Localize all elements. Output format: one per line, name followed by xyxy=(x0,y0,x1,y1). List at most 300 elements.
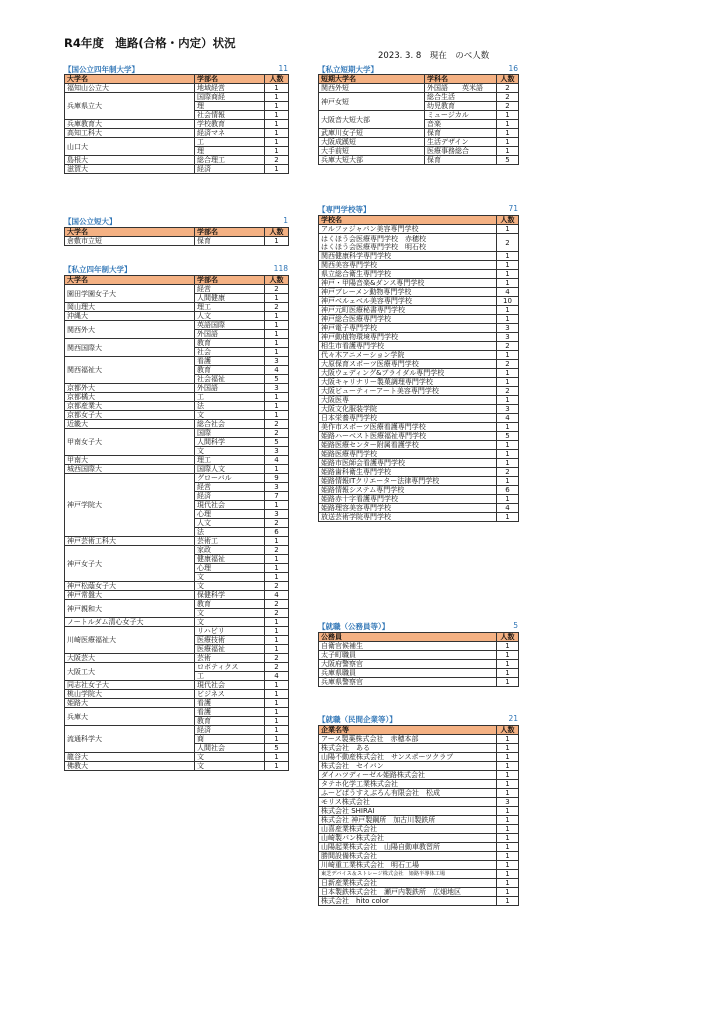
table-row xyxy=(319,84,519,93)
department-name: 心理 xyxy=(195,564,265,573)
table-row xyxy=(319,771,519,780)
department-name: 外国語 xyxy=(195,330,265,339)
institution-name: 川崎医療福祉大 xyxy=(65,627,195,654)
table-row xyxy=(319,342,519,351)
table-row xyxy=(65,474,289,483)
entry-name: はくほう会医療専門学校 赤穂校 はくほう会医療専門学校 明石校 xyxy=(319,234,497,252)
column-header: 人数 xyxy=(265,276,289,285)
column-header: 短期大学名 xyxy=(319,75,425,84)
entry-name: 関西健康科学専門学校 xyxy=(319,252,497,261)
table-row xyxy=(319,843,519,852)
column-header: 大学名 xyxy=(65,276,195,285)
table-header-row xyxy=(319,75,519,84)
student-count: 1 xyxy=(265,93,289,102)
student-count: 1 xyxy=(497,861,519,870)
table-header-row xyxy=(65,276,289,285)
institution-name: 京都産業大 xyxy=(65,402,195,411)
department-name: 理 xyxy=(195,147,265,156)
student-count: 3 xyxy=(497,324,519,333)
student-count: 1 xyxy=(497,753,519,762)
student-count: 1 xyxy=(497,735,519,744)
table-row xyxy=(65,429,289,438)
entry-name: 神戸ブレーメン動物専門学校 xyxy=(319,288,497,297)
institution-name: 神戸松蔭女子大 xyxy=(65,582,195,591)
private-junior-table xyxy=(318,74,519,165)
table-row xyxy=(319,642,519,651)
student-count: 1 xyxy=(497,129,519,138)
student-count: 1 xyxy=(497,879,519,888)
table-row xyxy=(319,735,519,744)
table-row xyxy=(65,321,289,330)
student-count: 2 xyxy=(265,654,289,663)
entry-name: 姫路歯科衛生専門学校 xyxy=(319,468,497,477)
entry-name: 姫路赤十字看護専門学校 xyxy=(319,495,497,504)
table-row xyxy=(319,360,519,369)
student-count: 3 xyxy=(265,357,289,366)
section-public-junior-header xyxy=(64,216,288,226)
table-row xyxy=(319,861,519,870)
student-count: 2 xyxy=(497,360,519,369)
column-header: 公務員 xyxy=(319,633,497,642)
institution-name: 福知山公立大 xyxy=(65,84,195,93)
entry-name: ふーどぱうすえぶろん有限会社 松成 xyxy=(319,789,497,798)
entry-name: 大原保育スポーツ医療専門学校 xyxy=(319,360,497,369)
table-row xyxy=(319,477,519,486)
section-title: 【私立四年制大学】 xyxy=(64,265,132,274)
entry-name: 大阪府警察官 xyxy=(319,660,497,669)
institution-name: 神戸学院大 xyxy=(65,474,195,537)
institution-name: 大阪音大短大部 xyxy=(319,111,425,129)
department-name: リハビリ xyxy=(195,627,265,636)
institution-name: 高知工科大 xyxy=(65,129,195,138)
department-name: ビジネス xyxy=(195,690,265,699)
student-count: 1 xyxy=(497,423,519,432)
student-count: 2 xyxy=(265,546,289,555)
student-count: 1 xyxy=(497,351,519,360)
section-title: 【国公立短大】 xyxy=(64,217,117,226)
department-name: 保育 xyxy=(425,129,497,138)
table-row xyxy=(319,852,519,861)
department-name: 看護 xyxy=(195,708,265,717)
entry-name: 勝間設備株式会社 xyxy=(319,852,497,861)
department-name: 芸術工 xyxy=(195,537,265,546)
entry-name: 県立総合衛生専門学校 xyxy=(319,270,497,279)
table-row xyxy=(319,789,519,798)
department-name: 文 xyxy=(195,582,265,591)
student-count: 1 xyxy=(497,270,519,279)
entry-name: モリス株式会社 xyxy=(319,798,497,807)
student-count: 1 xyxy=(497,315,519,324)
department-name: 国際人文 xyxy=(195,465,265,474)
department-name: 社会福祉 xyxy=(195,375,265,384)
student-count: 1 xyxy=(497,261,519,270)
entry-name: ダイハツディーゼル姫路株式会社 xyxy=(319,771,497,780)
student-count: 1 xyxy=(265,129,289,138)
student-count: 1 xyxy=(497,780,519,789)
table-row xyxy=(65,627,289,636)
column-header: 企業名等 xyxy=(319,726,497,735)
student-count: 1 xyxy=(497,396,519,405)
section-count: 71 xyxy=(508,204,518,213)
student-count: 2 xyxy=(265,600,289,609)
student-count: 1 xyxy=(497,744,519,753)
table-row xyxy=(65,138,289,147)
department-name: グローバル xyxy=(195,474,265,483)
student-count: 3 xyxy=(497,798,519,807)
department-name: 外国語 英米語 xyxy=(425,84,497,93)
entry-name: 大阪ビューティーアート美容専門学校 xyxy=(319,387,497,396)
student-count: 1 xyxy=(497,870,519,879)
entry-name: 兵庫県職員 xyxy=(319,669,497,678)
table-row xyxy=(319,306,519,315)
department-name: 芸術 xyxy=(195,654,265,663)
section-private-jobs-header xyxy=(318,714,518,724)
institution-name: 京都女子大 xyxy=(65,411,195,420)
section-count: 5 xyxy=(513,621,518,630)
department-name: 医療福祉 xyxy=(195,645,265,654)
department-name: 看護 xyxy=(195,357,265,366)
student-count: 1 xyxy=(265,726,289,735)
department-name: 医療技術 xyxy=(195,636,265,645)
department-name: 文 xyxy=(195,618,265,627)
department-name: 商 xyxy=(195,735,265,744)
table-row xyxy=(319,252,519,261)
department-name: 総合理工 xyxy=(195,156,265,165)
table-row xyxy=(319,870,519,879)
department-name: 理工 xyxy=(195,456,265,465)
student-count: 1 xyxy=(497,459,519,468)
student-count: 4 xyxy=(497,504,519,513)
entry-name: 株式会社 hito color xyxy=(319,897,497,906)
department-name: 心理 xyxy=(195,510,265,519)
table-row xyxy=(65,339,289,348)
department-name: 文 xyxy=(195,447,265,456)
table-row xyxy=(319,147,519,156)
institution-name: 姫路大 xyxy=(65,699,195,708)
column-header: 学部名 xyxy=(195,228,265,237)
student-count: 4 xyxy=(497,414,519,423)
table-row xyxy=(65,699,289,708)
student-count: 1 xyxy=(497,450,519,459)
student-count: 1 xyxy=(265,708,289,717)
table-row xyxy=(65,384,289,393)
institution-name: 兵庫大短大部 xyxy=(319,156,425,165)
student-count: 1 xyxy=(497,771,519,780)
column-header: 学科名 xyxy=(425,75,497,84)
entry-name: 代々木アニメーション学院 xyxy=(319,351,497,360)
table-row xyxy=(319,780,519,789)
student-count: 1 xyxy=(265,402,289,411)
student-count: 1 xyxy=(265,138,289,147)
institution-name: 滋賀大 xyxy=(65,165,195,174)
institution-name: 関西福祉大 xyxy=(65,357,195,384)
department-name: 文 xyxy=(195,411,265,420)
student-count: 1 xyxy=(497,252,519,261)
student-count: 2 xyxy=(265,429,289,438)
department-name: 幼児教育 xyxy=(425,102,497,111)
student-count: 1 xyxy=(497,441,519,450)
institution-name: 大阪工大 xyxy=(65,663,195,681)
table-row xyxy=(65,663,289,672)
department-name: 経営 xyxy=(195,285,265,294)
entry-name: 姫路情報ITクリエーター法律専門学校 xyxy=(319,477,497,486)
student-count: 1 xyxy=(265,573,289,582)
student-count: 1 xyxy=(265,681,289,690)
table-row xyxy=(319,396,519,405)
institution-name: 兵庫県立大 xyxy=(65,93,195,120)
department-name: 工 xyxy=(195,138,265,147)
student-count: 2 xyxy=(265,519,289,528)
student-count: 2 xyxy=(265,663,289,672)
table-row xyxy=(319,651,519,660)
student-count: 2 xyxy=(265,420,289,429)
entry-name: タテホ化学工業株式会社 xyxy=(319,780,497,789)
department-name: 人文 xyxy=(195,312,265,321)
institution-name: 神戸女短 xyxy=(319,93,425,111)
institution-name: 京都外大 xyxy=(65,384,195,393)
table-row xyxy=(65,456,289,465)
entry-name: 山陽起業株式会社 山陽自動車教習所 xyxy=(319,843,497,852)
table-row xyxy=(319,225,519,234)
student-count: 1 xyxy=(265,102,289,111)
vocational-table xyxy=(318,215,519,522)
department-name: 保健科学 xyxy=(195,591,265,600)
student-count: 2 xyxy=(265,609,289,618)
institution-name: 京都橘大 xyxy=(65,393,195,402)
student-count: 1 xyxy=(265,555,289,564)
student-count: 3 xyxy=(265,483,289,492)
student-count: 1 xyxy=(265,636,289,645)
student-count: 1 xyxy=(265,690,289,699)
department-name: 人文 xyxy=(195,519,265,528)
entry-name: 放送芸術学院専門学校 xyxy=(319,513,497,522)
institution-name: 同志社女子大 xyxy=(65,681,195,690)
department-name: 経済 xyxy=(195,492,265,501)
student-count: 3 xyxy=(265,384,289,393)
table-row xyxy=(65,618,289,627)
table-row xyxy=(65,165,289,174)
student-count: 3 xyxy=(265,510,289,519)
student-count: 1 xyxy=(497,513,519,522)
student-count: 1 xyxy=(265,645,289,654)
student-count: 1 xyxy=(265,321,289,330)
entry-name: 神戸電子専門学校 xyxy=(319,324,497,333)
student-count: 2 xyxy=(497,84,519,93)
table-row xyxy=(65,120,289,129)
student-count: 1 xyxy=(265,537,289,546)
entry-name: 兵庫県警察官 xyxy=(319,678,497,687)
institution-name: 関西国際大 xyxy=(65,339,195,357)
student-count: 1 xyxy=(265,753,289,762)
department-name: 現代社会 xyxy=(195,681,265,690)
entry-name: 株式会社 神戸製鋼所 加古川製鉄所 xyxy=(319,816,497,825)
department-name: ロボティクス xyxy=(195,663,265,672)
table-row xyxy=(65,84,289,93)
department-name: 理 xyxy=(195,102,265,111)
table-row xyxy=(319,315,519,324)
student-count: 1 xyxy=(265,165,289,174)
entry-name: 山崎製パン株式会社 xyxy=(319,834,497,843)
table-row xyxy=(319,234,519,252)
table-row xyxy=(65,357,289,366)
table-row xyxy=(319,270,519,279)
student-count: 1 xyxy=(497,477,519,486)
department-name: 教育 xyxy=(195,366,265,375)
table-row xyxy=(65,753,289,762)
entry-name: 川崎重工業株式会社 明石工場 xyxy=(319,861,497,870)
section-title: 【就職（民間企業等）】 xyxy=(318,715,397,724)
column-header: 人数 xyxy=(265,228,289,237)
public-junior-table xyxy=(64,227,289,246)
institution-name: 佛教大 xyxy=(65,762,195,771)
department-name: 文 xyxy=(195,762,265,771)
table-row xyxy=(65,411,289,420)
institution-name: 大阪成蹊短 xyxy=(319,138,425,147)
table-row xyxy=(319,261,519,270)
institution-name: 神戸常盤大 xyxy=(65,591,195,600)
student-count: 1 xyxy=(265,237,289,246)
table-row xyxy=(65,546,289,555)
department-name: 文 xyxy=(195,573,265,582)
student-count: 5 xyxy=(265,438,289,447)
department-name: 外国語 xyxy=(195,384,265,393)
public-univ-table xyxy=(64,74,289,174)
column-header: 学校名 xyxy=(319,216,497,225)
entry-name: 神戸元町医療秘書専門学校 xyxy=(319,306,497,315)
department-name: 経営 xyxy=(195,483,265,492)
student-count: 1 xyxy=(265,330,289,339)
department-name: 健康福祉 xyxy=(195,555,265,564)
table-row xyxy=(319,405,519,414)
student-count: 1 xyxy=(497,111,519,120)
department-name: 経済 xyxy=(195,165,265,174)
department-name: 法 xyxy=(195,528,265,537)
institution-name: 園田学園女子大 xyxy=(65,285,195,303)
entry-name: 大阪ウェディング&ブライダル専門学校 xyxy=(319,369,497,378)
department-name: 保育 xyxy=(425,156,497,165)
student-count: 1 xyxy=(265,339,289,348)
section-count: 1 xyxy=(283,216,288,225)
table-row xyxy=(65,690,289,699)
entry-name: 相生市看護専門学校 xyxy=(319,342,497,351)
department-name: 現代社会 xyxy=(195,501,265,510)
section-title: 【私立短期大学】 xyxy=(318,65,378,74)
section-public-univ-header xyxy=(64,64,288,74)
entry-name: 美作市スポーツ医療看護専門学校 xyxy=(319,423,497,432)
table-row xyxy=(319,423,519,432)
student-count: 1 xyxy=(497,897,519,906)
table-row xyxy=(319,762,519,771)
column-header: 人数 xyxy=(497,633,519,642)
student-count: 1 xyxy=(265,501,289,510)
table-row xyxy=(65,303,289,312)
table-row xyxy=(319,468,519,477)
student-count: 6 xyxy=(265,528,289,537)
department-name: 文 xyxy=(195,753,265,762)
table-row xyxy=(65,582,289,591)
table-row xyxy=(65,402,289,411)
student-count: 5 xyxy=(497,156,519,165)
table-row xyxy=(65,762,289,771)
entry-name: 株式会社 ある xyxy=(319,744,497,753)
section-vocational-header xyxy=(318,204,518,214)
student-count: 2 xyxy=(497,102,519,111)
student-count: 1 xyxy=(497,789,519,798)
institution-name: 近畿大 xyxy=(65,420,195,429)
department-name: 学校教育 xyxy=(195,120,265,129)
student-count: 1 xyxy=(265,465,289,474)
section-private-junior-header xyxy=(318,64,518,74)
table-row xyxy=(65,93,289,102)
student-count: 1 xyxy=(265,111,289,120)
student-count: 1 xyxy=(497,834,519,843)
column-header: 学部名 xyxy=(195,75,265,84)
student-count: 1 xyxy=(497,807,519,816)
institution-name: 桃山学院大 xyxy=(65,690,195,699)
table-row xyxy=(65,708,289,717)
institution-name: 神戸女子大 xyxy=(65,546,195,582)
student-count: 4 xyxy=(265,591,289,600)
entry-name: 神戸動植物環境専門学校 xyxy=(319,333,497,342)
student-count: 1 xyxy=(497,762,519,771)
table-header-row xyxy=(319,216,519,225)
table-row xyxy=(65,465,289,474)
entry-name: 東芝デバイス＆ストレージ株式会社 姫路半導体工場 xyxy=(319,870,497,879)
department-name: 工 xyxy=(195,672,265,681)
department-name: 教育 xyxy=(195,600,265,609)
table-row xyxy=(319,513,519,522)
entry-name: 日新産業株式会社 xyxy=(319,879,497,888)
entry-name: 株式会社 セイバン xyxy=(319,762,497,771)
table-row xyxy=(65,156,289,165)
table-row xyxy=(65,681,289,690)
table-row xyxy=(319,93,519,102)
table-row xyxy=(319,825,519,834)
department-name: 工 xyxy=(195,393,265,402)
table-row xyxy=(319,660,519,669)
institution-name: 甲南大 xyxy=(65,456,195,465)
student-count: 1 xyxy=(497,843,519,852)
student-count: 1 xyxy=(265,411,289,420)
student-count: 2 xyxy=(265,156,289,165)
student-count: 1 xyxy=(497,660,519,669)
section-count: 11 xyxy=(278,64,288,73)
table-row xyxy=(319,669,519,678)
student-count: 3 xyxy=(497,333,519,342)
institution-name: 流通科学大 xyxy=(65,726,195,753)
table-row xyxy=(319,369,519,378)
column-header: 人数 xyxy=(497,216,519,225)
table-row xyxy=(319,156,519,165)
student-count: 10 xyxy=(497,297,519,306)
table-row xyxy=(319,744,519,753)
student-count: 1 xyxy=(265,735,289,744)
institution-name: 武庫川女子短 xyxy=(319,129,425,138)
institution-name: 甲南女子大 xyxy=(65,429,195,456)
institution-name: 城西国際大 xyxy=(65,465,195,474)
entry-name: 姫路市医師会看護専門学校 xyxy=(319,459,497,468)
entry-name: 山陽不動産株式会社 サンスポーツクラブ xyxy=(319,753,497,762)
column-header: 学部名 xyxy=(195,276,265,285)
entry-name: 太子町職員 xyxy=(319,651,497,660)
student-count: 6 xyxy=(497,486,519,495)
column-header: 大学名 xyxy=(65,75,195,84)
student-count: 1 xyxy=(497,369,519,378)
section-private-univ-header xyxy=(64,264,288,274)
student-count: 1 xyxy=(265,618,289,627)
entry-name: 日本栄養専門学校 xyxy=(319,414,497,423)
entry-name: アース製薬株式会社 赤穂本部 xyxy=(319,735,497,744)
